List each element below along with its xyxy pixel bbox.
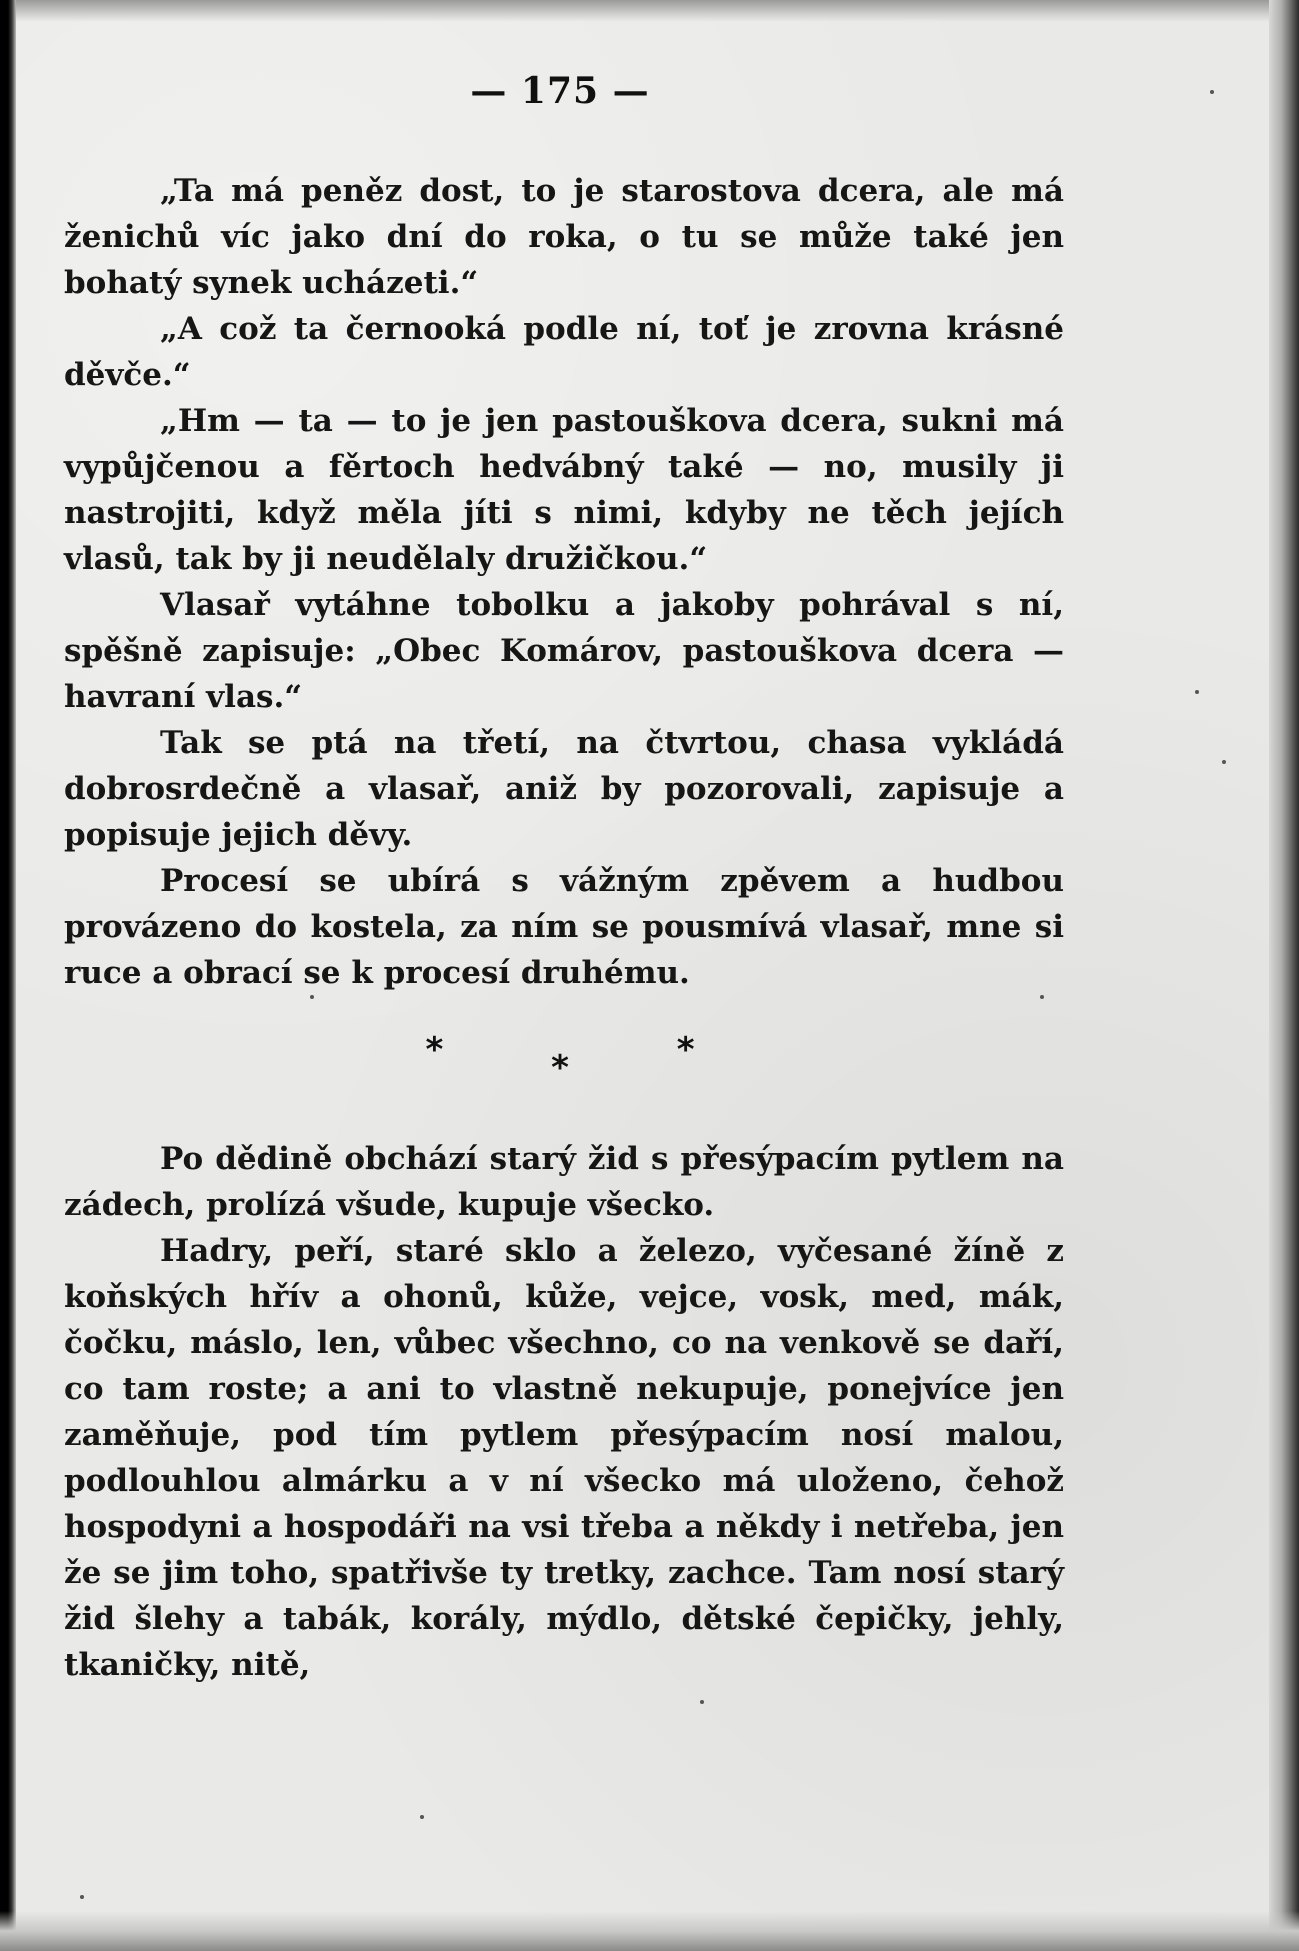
page-left-edge [0,0,16,1951]
text-block-top [64,168,1064,996]
paragraph: Hadry, peří, staré sklo a železo, vyčesané žíně z koňských hřív a ohonů, kůže, vejce, vosk, med, mák, čočku, máslo, len, vůbec všechno, co na venkově se daří, co tam roste; a ani to vlastně nekupuje, ponejvíce jen zaměňuje, pod tím pytlem přesýpacím nosí malou, podlouhlou almárku a v ní všecko má uloženo, čehož hospodyni a hospodáři na vsi třeba a někdy i netřeba, jen že se jim toho, spatřivše ty tretky, zachce. Tam nosí starý žid šlehy a tabák, korály, mýdlo, dětské čepičky, jehly, tkaničky, nitě, [64,1233,1064,1683]
page-top-edge [0,0,1299,22]
separator-star: * [551,1048,569,1088]
paragraph: Tak se ptá na třetí, na čtvrtou, chasa vykládá dobrosrdečně a vlasař, aniž by pozorovali, zapisuje a popisuje jejich děvy. [64,725,1064,853]
paragraph: Vlasař vytáhne tobolku a jakoby pohrával s ní, spěšně zapisuje: „Obec Komárov, pastouškova dcera — havraní vlas.“ [64,587,1064,715]
paper-speck [700,1700,704,1704]
paper-speck [1222,760,1226,764]
paper-speck [1210,90,1214,94]
text-block-bottom [64,1136,1064,1688]
paragraph: Procesí se ubírá s vážným zpěvem a hudbou provázeno do kostela, za ním se pousmívá vlasař, mne si ruce a obrací se k procesí druhému. [64,863,1064,991]
page-right-edge [1269,0,1299,1951]
paper-speck [80,1895,84,1899]
paper-speck [1040,995,1044,999]
paragraph: „Ta má peněz dost, to je starostova dcera, ale má ženichů víc jako dní do roka, o tu se může také jen bohatý synek ucházeti.“ [64,173,1064,301]
paragraph: „Hm — ta — to je jen pastouškova dcera, sukni má vypůjčenou a fěrtoch hedvábný také — no, musily ji nastrojiti, když měla jíti s nimi, kdyby ne těch jejích vlasů, tak by ji neudělaly družičkou.“ [64,403,1064,577]
section-separator [0,1030,1120,1088]
page-bottom-edge [0,1911,1299,1951]
paragraph: Po dědině obchází starý žid s přesýpacím pytlem na zádech, prolízá všude, kupuje všecko. [64,1141,1064,1223]
paper-speck [1195,690,1199,694]
separator-star: * [425,1030,444,1070]
page-number: — 175 — [470,70,650,112]
paragraph: „A což ta černooká podle ní, toť je zrovna krásné děvče.“ [64,311,1064,393]
paper-speck [420,1815,424,1819]
paper-speck [310,995,314,999]
separator-star: * [676,1030,695,1070]
